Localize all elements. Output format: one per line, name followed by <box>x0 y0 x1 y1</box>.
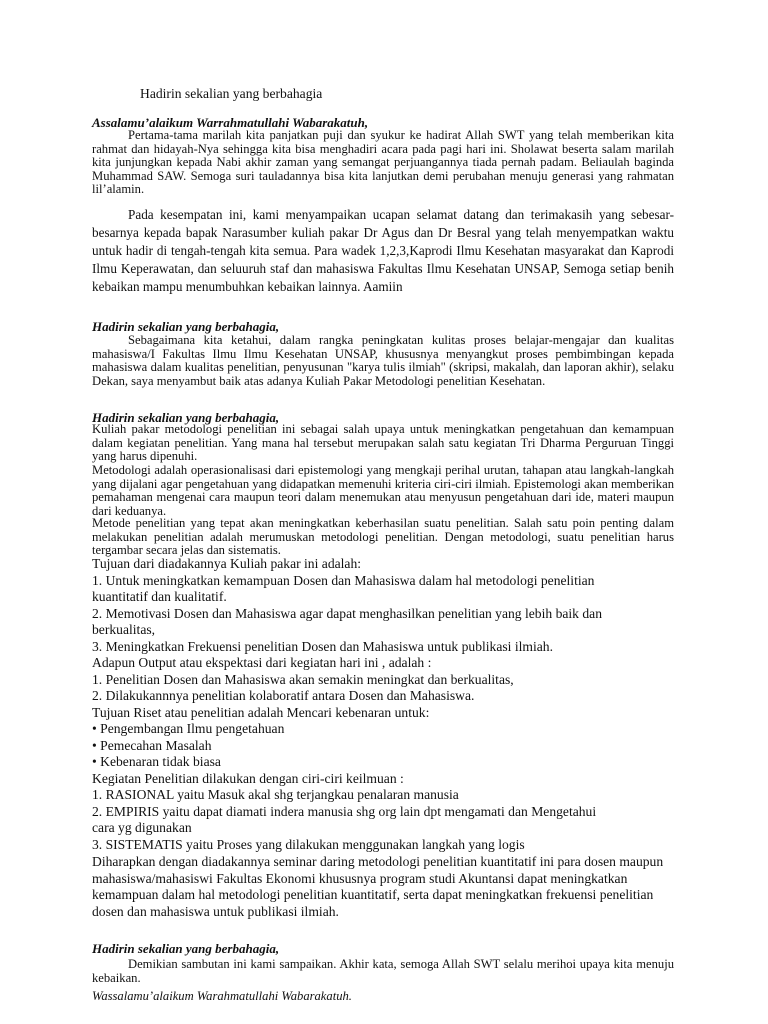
list-line: 3. SISTEMATIS yaitu Proses yang dilakukan menggunakan langkah yang logis <box>92 836 525 852</box>
list-line: Tujuan dari diadakannya Kuliah pakar ini adalah: <box>92 556 362 571</box>
paragraph-purpose: Sebagaimana kita ketahui, dalam rangka peningkatan kulitas proses belajar-mengajar dan kualitas mahasiswa/I Fakultas Ilmu Ilmu Kesehatan UNSAP, khususnya menyangkut proses pembimbingan kepada mahasiswa dalam kualitas penelitian, penyusunan "karya tulis ilmiah" (skripsi, makalah, dan laporan akhir), selaku Dekan, saya menyambut baik atas adanya Kuliah Pakar Metodologi penelitian Kesehatan. <box>92 333 674 388</box>
heading-hadirin-3: Hadirin sekalian yang berbahagia, <box>92 410 280 425</box>
salam-closing: Wassalamu’alaikum Warahmatullahi Wabarakatuh. <box>92 989 352 1003</box>
salam-opening: Assalamu’alaikum Warrahmatullahi Wabarakatuh, <box>92 115 369 130</box>
list-line: 1. RASIONAL yaitu Masuk akal shg terjangkau penalaran manusia <box>92 787 459 802</box>
heading-hadirin-2: Hadirin sekalian yang berbahagia, <box>92 319 280 334</box>
list-line: • Pengembangan Ilmu pengetahuan <box>92 721 285 736</box>
list-line: 2. EMPIRIS yaitu dapat diamati indera manusia shg org lain dpt mengamati dan Mengetahui <box>92 803 597 819</box>
greeting: Hadirin sekalian yang berbahagia <box>140 86 323 101</box>
list-line: 1. Penelitian Dosen dan Mahasiswa akan semakin meningkat dan berkualitas, <box>92 671 514 687</box>
list-line: • Kebenaran tidak biasa <box>92 754 221 769</box>
paragraph-kuliah-pakar: Kuliah pakar metodologi penelitian ini sebagai salah upaya untuk meningkatkan pengetahuan dan kemampuan dalam kegiatan penelitian. Yang mana hal tersebut merupakan salah satu kegiatan Tri Dharma Perguruan Tinggi yang harus dipenuhi. <box>92 422 674 464</box>
list-line: 1. Untuk meningkatkan kemampuan Dosen dan Mahasiswa dalam hal metodologi penelitian <box>92 572 595 588</box>
list-line: cara yg digunakan <box>92 820 192 835</box>
heading-hadirin-4: Hadirin sekalian yang berbahagia, <box>92 941 280 956</box>
list-line: Tujuan Riset atau penelitian adalah Mencari kebenaran untuk: <box>92 704 430 720</box>
paragraph-welcome: Pada kesempatan ini, kami menyampaikan ucapan selamat datang dan terimakasih yang sebesar-besarnya kepada bapak Narasumber kuliah pakar Dr Agus dan Dr Besral yang telah menyempatkan waktu untuk hadir di tengah-tengah kita semua. Para wadek 1,2,3,Kaprodi Ilmu Kesehatan masyarakat dan Kaprodi Ilmu Keperawatan, dan seluuruh staf dan mahasiswa Fakultas Ilmu Kesehatan UNSAP, Semoga setiap benih kebaikan mampu menumbuhkan kebaikan lainnya. Aamiin <box>92 207 674 294</box>
list-line: kuantitatif dan kualitatif. <box>92 589 227 604</box>
objectives-list <box>92 556 674 853</box>
list-line: Adapun Output atau ekspektasi dari kegiatan hari ini , adalah : <box>92 655 432 670</box>
paragraph-closing: Demikian sambutan ini kami sampaikan. Akhir kata, semoga Allah SWT selalu merihoi upaya kita menuju kebaikan. <box>92 957 674 985</box>
list-line: berkualitas, <box>92 622 156 637</box>
paragraph-opening: Pertama-tama marilah kita panjatkan puji dan syukur ke hadirat Allah SWT yang telah memberikan kita rahmat dan hidayah-Nya sehingga kita bisa menghadiri acara pada pagi hari ini. Sholawat beserta salam marilah kita junjungkan kepada Nabi akhir zaman yang semangat perjuangannya tiada pernah padam. Beliaulah baginda Muhammad SAW. Semoga suri tauladannya bisa kita lanjutkan demi perubahan menuju generasi yang rahmatan lil’alamin. <box>92 128 674 197</box>
paragraph-metode: Metode penelitian yang tepat akan meningkatkan keberhasilan suatu penelitian. Salah satu poin penting dalam melakukan penelitian adalah merumuskan metodologi penelitian. Dengan metodologi, suatu penelitian harus tergambar secara jelas dan sistematis. <box>92 516 674 558</box>
list-line: 3. Meningkatkan Frekuensi penelitian Dosen dan Mahasiswa untuk publikasi ilmiah. <box>92 638 553 654</box>
list-line: • Pemecahan Masalah <box>92 737 212 753</box>
list-line: 2. Dilakukannnya penelitian kolaboratif antara Dosen dan Mahasiswa. <box>92 688 475 703</box>
list-line: Kegiatan Penelitian dilakukan dengan ciri-ciri keilmuan : <box>92 770 404 786</box>
paragraph-closing-hope: Diharapkan dengan diadakannya seminar daring metodologi penelitian kuantitatif ini para dosen maupun mahasiswa/mahasiswi Fakultas Ekonomi khususnya program studi Akuntansi dapat meningkatkan kemampuan dalam hal metodologi penelitian kuantitatif, serta dapat meningkatkan frekuensi penelitian dosen dan mahasiswa untuk publikasi ilmiah. <box>92 854 664 919</box>
list-line: 2. Memotivasi Dosen dan Mahasiswa agar dapat menghasilkan penelitian yang lebih baik dan <box>92 605 603 621</box>
paragraph-metodologi: Metodologi adalah operasionalisasi dari epistemologi yang mengkaji perihal urutan, tahapan atau langkah-langkah yang dijalani agar pengetahuan yang didapatkan memenuhi kriteria ciri-ciri ilmiah. Epistemologi akan memberikan pemahaman mengenai cara maupun teori dalam menemukan atau menyusun pengetahuan dari ide, materi maupun dari keduanya. <box>92 463 674 518</box>
